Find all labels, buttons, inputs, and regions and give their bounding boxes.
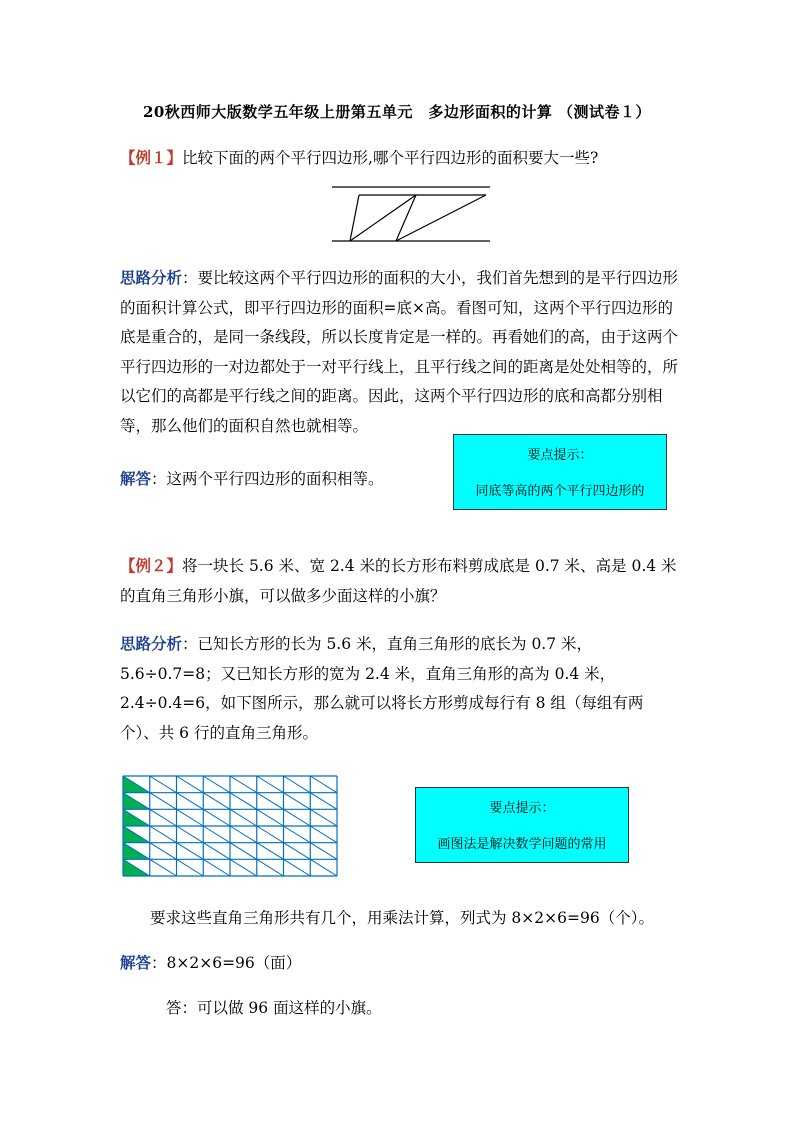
example2-question: [120, 551, 680, 611]
triangle-diagonal: [257, 793, 284, 810]
triangle-diagonal: [203, 843, 230, 860]
triangle-diagonal: [310, 843, 337, 860]
triangle-diagonal: [177, 809, 204, 826]
triangle-diagonal: [203, 859, 230, 876]
triangle-diagonal: [177, 859, 204, 876]
triangle-diagonal: [203, 776, 230, 793]
triangle-diagonal: [177, 843, 204, 860]
triangle-diagonal: [177, 826, 204, 843]
triangle-diagonal: [230, 776, 257, 793]
example2-question-text: 将一块长 5.6 米、宽 2.4 米的长方形布料剪成底是 0.7 米、高是 0.4 米的直角三角形小旗，可以做多少面这样的小旗？: [120, 557, 677, 605]
example2-answer-text: ：8×2×6=96（面）: [151, 954, 302, 972]
example1-tip-box: [453, 434, 667, 510]
triangle-diagonal: [230, 859, 257, 876]
triangle-diagonal: [310, 776, 337, 793]
triangle-diagonal: [150, 843, 177, 860]
example2-answer-label: 解答: [120, 953, 152, 972]
example1-label: 【例１】: [120, 148, 183, 167]
triangle-diagonal: [203, 809, 230, 826]
triangle-diagonal: [284, 809, 311, 826]
triangle-diagonal: [230, 793, 257, 810]
example2-answer: [120, 948, 680, 979]
triangle-diagonal: [150, 859, 177, 876]
triangle-diagonal: [150, 776, 177, 793]
example1-analysis: [120, 263, 680, 441]
triangle-diagonal: [310, 809, 337, 826]
triangle-diagonal: [230, 809, 257, 826]
example1-question: [120, 143, 680, 174]
parallelogram-a-left-side: [350, 195, 359, 241]
flag-grid-figure: [122, 775, 338, 877]
triangle-diagonal: [310, 793, 337, 810]
triangle-diagonal: [177, 793, 204, 810]
triangle-diagonal: [150, 826, 177, 843]
example1-analysis-text: ：要比较这两个平行四边形的面积的大小，我们首先想到的是平行四边形的面积计算公式，即平行四边形的面积=底×高。看图可知，这两个平行四边形的底是重合的，是同一条线段，所以长度肯定是一样的。再看她们的高，由于这两个平行四边形的一对边都处于一对平行线上，且平行线之间的距离是处处相等的，所以它们的高都是平行线之间的距离。因此，这两个平行四边形的底和高都分别相等，那么他们的面积自然也就相等。: [120, 269, 679, 435]
example2-analysis-label: 思路分析: [120, 634, 183, 653]
example1-tip-text: 同底等高的两个平行四边形的: [475, 484, 645, 499]
triangle-diagonal: [310, 859, 337, 876]
example2-label: 【例２】: [120, 556, 183, 575]
example2-tip-title: 要点提示：: [489, 801, 555, 816]
triangle-diagonal: [230, 826, 257, 843]
example2-tip-text: 画图法是解决数学问题的常用: [437, 837, 607, 852]
example2-tip-box: [415, 787, 629, 863]
example2-analysis-text: ：已知长方形的长为 5.6 米，直角三角形的底长为 0.7 米，5.6÷0.7=8；又已知长方形的宽为 2.4 米，直角三角形的高为 0.4 米，2.4÷0.4=6，如下图所示，那么就可以将长方形剪成每行有 8 组（每组有两个）、共 6 行的直角三角形。: [120, 635, 644, 742]
triangle-diagonal: [284, 859, 311, 876]
triangle-diagonal: [310, 826, 337, 843]
example1-tip-title: 要点提示：: [527, 448, 593, 463]
triangle-diagonal: [284, 843, 311, 860]
triangle-diagonal: [177, 776, 204, 793]
triangle-diagonal: [257, 809, 284, 826]
triangle-diagonal: [257, 776, 284, 793]
example1-answer-label: 解答: [120, 469, 152, 488]
example2-analysis: [120, 629, 680, 748]
triangle-diagonal: [284, 776, 311, 793]
example2-final-answer: 答：可以做 96 面这样的小旗。: [166, 999, 382, 1017]
triangle-diagonal: [230, 843, 257, 860]
triangle-diagonal: [203, 793, 230, 810]
triangle-diagonal: [284, 793, 311, 810]
example1-answer-text: ：这两个平行四边形的面积相等。: [151, 470, 384, 488]
triangle-diagonal: [257, 826, 284, 843]
triangle-diagonal: [257, 843, 284, 860]
triangle-diagonal: [150, 809, 177, 826]
example2-calculation: 要求这些直角三角形共有几个，用乘法计算，列式为 8×2×6=96（个）。: [150, 909, 654, 927]
document-title: 20秋西师大版数学五年级上册第五单元 多边形面积的计算 （测试卷１）: [142, 103, 652, 121]
triangle-diagonal: [150, 793, 177, 810]
triangle-diagonal: [203, 826, 230, 843]
triangle-diagonal: [257, 859, 284, 876]
parallelograms-figure: [326, 180, 496, 248]
triangle-diagonal: [284, 826, 311, 843]
parallelogram-b-right-side: [396, 195, 486, 241]
example1-analysis-label: 思路分析: [120, 268, 183, 287]
example1-question-text: 比较下面的两个平行四边形,哪个平行四边形的面积要大一些?: [182, 149, 599, 167]
example1-answer: [120, 464, 440, 495]
